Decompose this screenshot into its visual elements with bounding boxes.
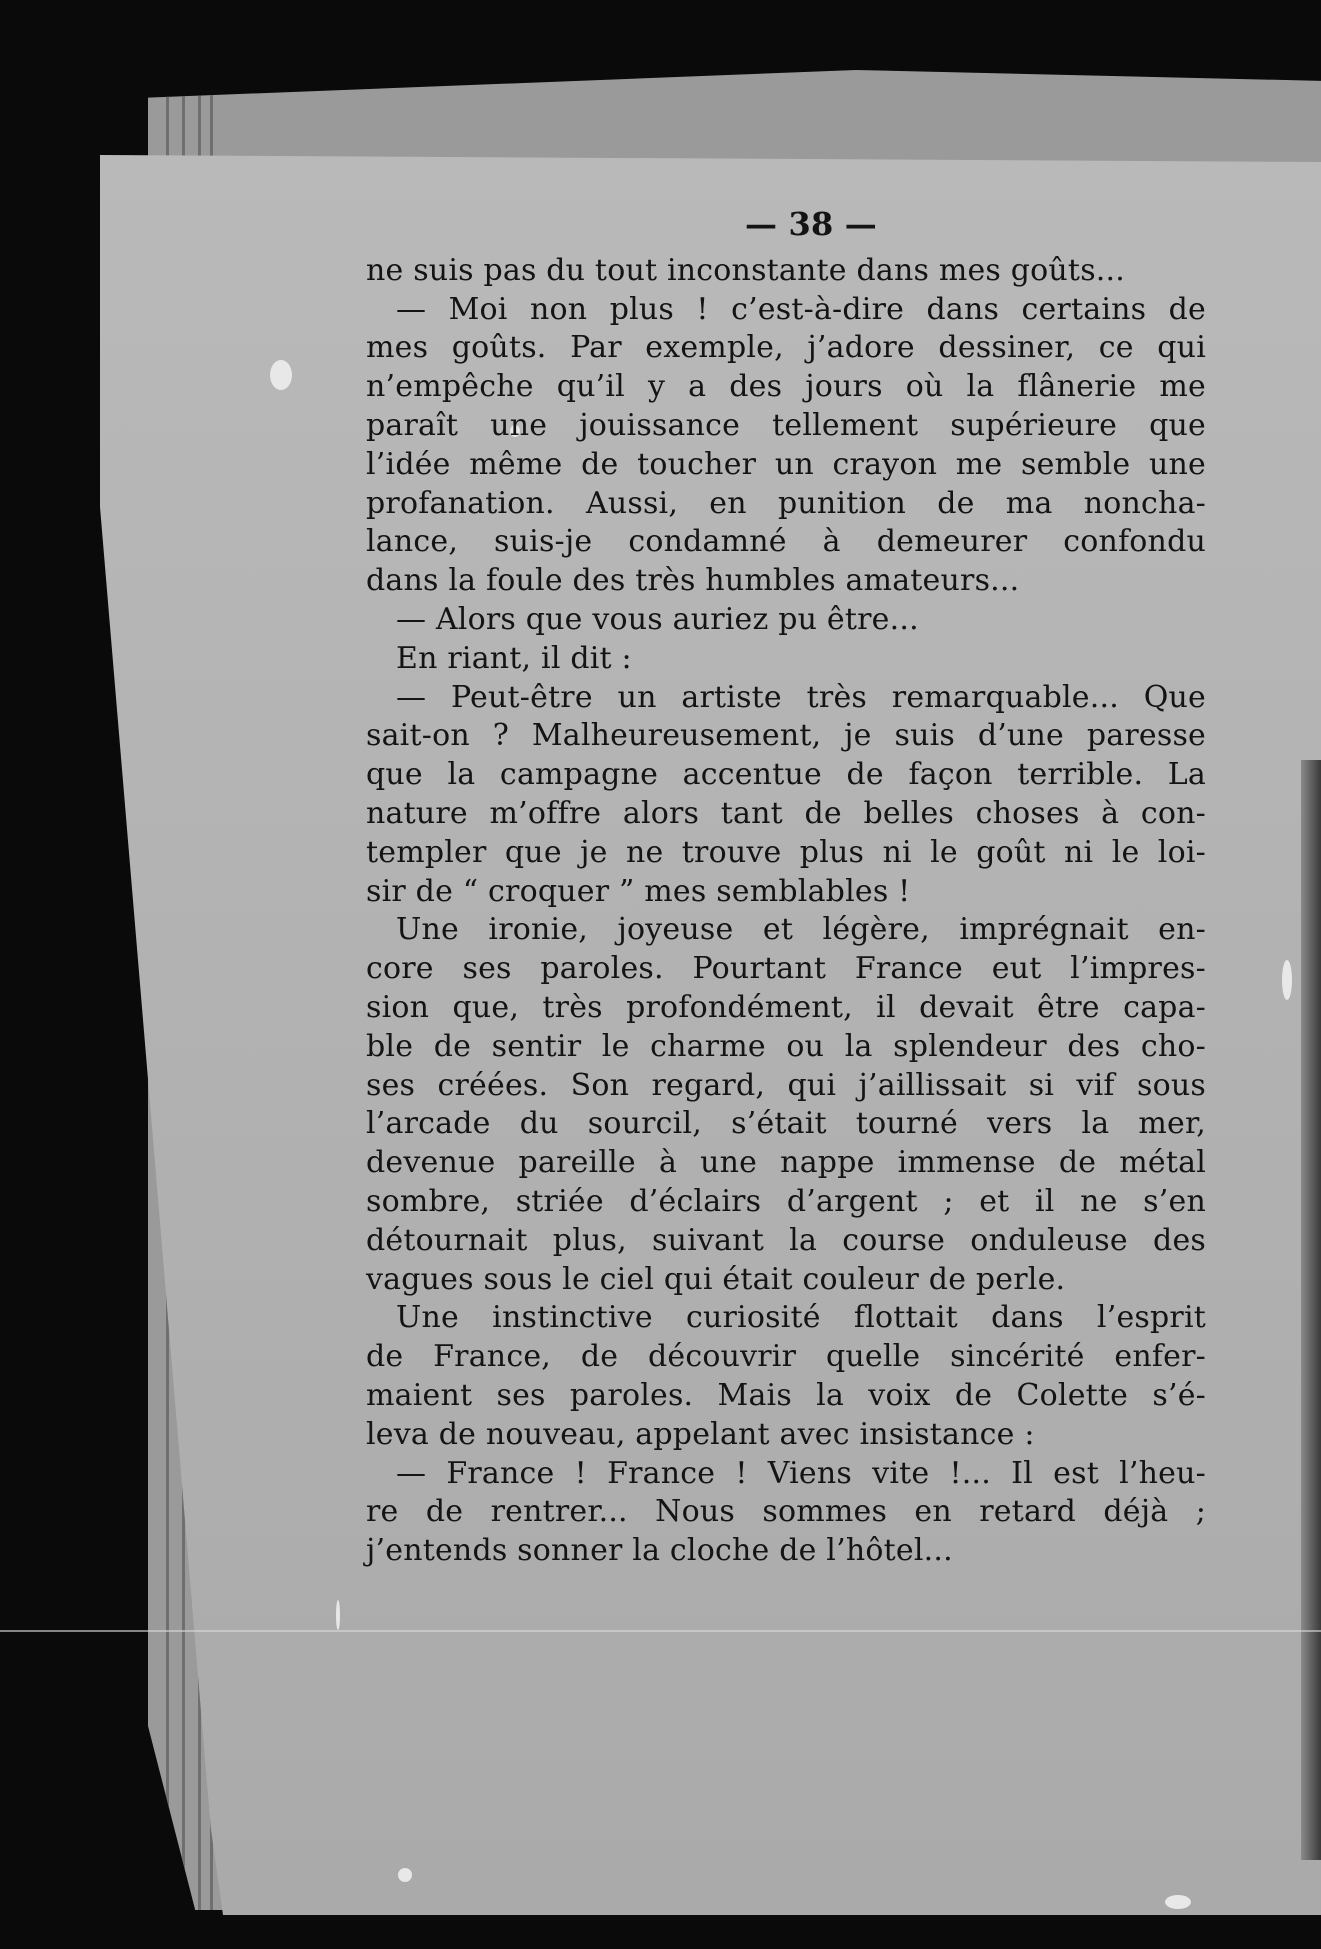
text-line: que la campagne accentue de façon terrible. La — [366, 757, 1206, 793]
text-line: re de rentrer... Nous sommes en retard déjà ; — [366, 1494, 1206, 1530]
text-line: ble de sentir le charme ou la splendeur des cho- — [366, 1028, 1206, 1064]
text-line: sombre, striée d’éclairs d’argent ; et il ne s’en — [366, 1183, 1206, 1219]
text-line: Une ironie, joyeuse et légère, imprégnait en- — [396, 912, 1206, 948]
text-line: core ses paroles. Pourtant France eut l’impres- — [366, 951, 1206, 987]
text-line: détournait plus, suivant la course onduleuse des — [366, 1222, 1206, 1258]
text-line: de France, de découvrir quelle sincérité enfer- — [366, 1339, 1206, 1375]
text-line: paraît une jouissance tellement supérieure que — [366, 407, 1206, 443]
text-line: — Alors que vous auriez pu être... — [396, 601, 919, 637]
text-line: leva de nouveau, appelant avec insistance : — [366, 1416, 1035, 1452]
text-line: vagues sous le ciel qui était couleur de perle. — [366, 1261, 1066, 1297]
dust-speck — [398, 1868, 412, 1882]
dust-speck — [1282, 960, 1292, 1000]
text-line: ne suis pas du tout inconstante dans mes goûts... — [366, 252, 1125, 288]
text-line: ses créées. Son regard, qui j’aillissait si vif sous — [366, 1067, 1206, 1103]
dust-speck — [336, 1600, 340, 1630]
text-line: — Peut-être un artiste très remarquable... Que — [396, 679, 1206, 715]
text-line: sion que, très profondément, il devait être capa- — [366, 989, 1206, 1025]
text-line: templer que je ne trouve plus ni le goût ni le loi- — [366, 834, 1206, 870]
text-line: sait-on ? Malheureusement, je suis d’une paresse — [366, 718, 1206, 754]
page-right-shadow — [1301, 760, 1321, 1860]
text-line: l’idée même de toucher un crayon me semble une — [366, 446, 1206, 482]
text-line: dans la foule des très humbles amateurs... — [366, 563, 1020, 599]
dust-speck — [1165, 1895, 1191, 1909]
text-line: j’entends sonner la cloche de l’hôtel... — [366, 1533, 953, 1569]
text-line: lance, suis-je condamné à demeurer confondu — [366, 524, 1206, 560]
text-line: — France ! France ! Viens vite !... Il est l’heu- — [396, 1455, 1206, 1491]
text-line: maient ses paroles. Mais la voix de Colette s’é- — [366, 1377, 1206, 1413]
text-line: profanation. Aussi, en punition de ma noncha- — [366, 485, 1206, 521]
text-line: mes goûts. Par exemple, j’adore dessiner, ce qui — [366, 330, 1206, 366]
page-text — [366, 205, 1206, 1571]
text-line: Une instinctive curiosité flottait dans l’esprit — [396, 1300, 1206, 1336]
text-line: sir de “ croquer ” mes semblables ! — [366, 873, 911, 909]
page-number: — 38 — — [744, 205, 877, 243]
dust-speck — [270, 360, 292, 390]
text-line: devenue pareille à une nappe immense de métal — [366, 1145, 1206, 1181]
text-line: nature m’offre alors tant de belles choses à con- — [366, 795, 1206, 831]
scan-artifact-line — [0, 1630, 1321, 1632]
text-line: n’empêche qu’il y a des jours où la flânerie me — [366, 369, 1206, 405]
text-line: En riant, il dit : — [396, 640, 632, 676]
text-line: l’arcade du sourcil, s’était tourné vers la mer, — [366, 1106, 1206, 1142]
text-line: — Moi non plus ! c’est-à-dire dans certains de — [396, 291, 1206, 327]
